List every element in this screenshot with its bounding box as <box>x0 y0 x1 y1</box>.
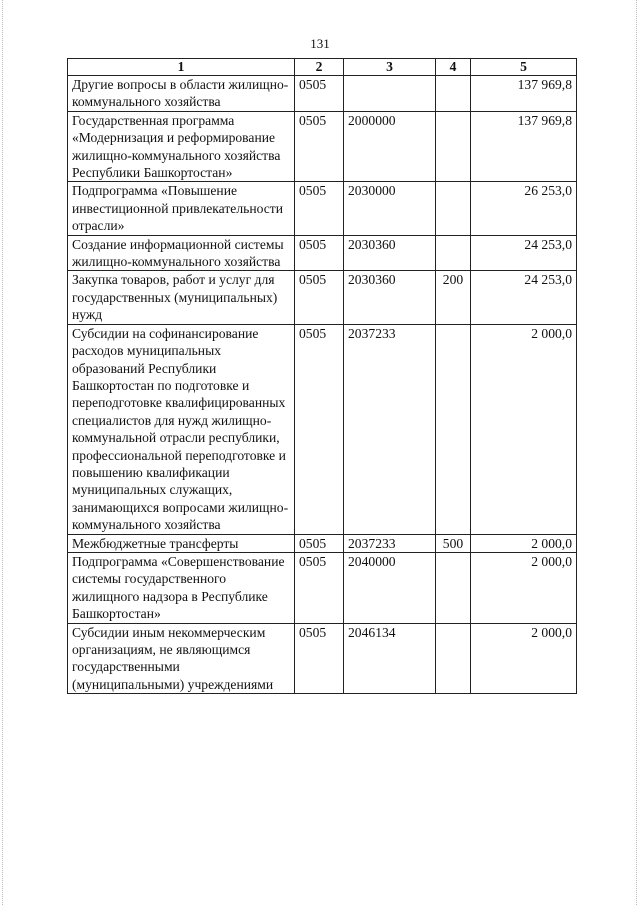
row-amount: 24 253,0 <box>471 271 577 324</box>
row-amount: 2 000,0 <box>471 534 577 552</box>
row-target-code: 2030360 <box>344 271 436 324</box>
table-header-row <box>68 59 577 76</box>
row-name: Другие вопросы в области жилищно-коммунального хозяйства <box>68 76 295 112</box>
row-target-code: 2037233 <box>344 324 436 534</box>
table-row <box>68 534 577 552</box>
row-section-code: 0505 <box>295 271 344 324</box>
budget-table <box>67 58 577 694</box>
row-name: Государственная программа «Модернизация и реформирование жилищно-коммунального хозяйства Республики Башкортостан» <box>68 111 295 182</box>
row-expense-type <box>436 235 471 271</box>
row-name: Закупка товаров, работ и услуг для государственных (муниципальных) нужд <box>68 271 295 324</box>
row-target-code: 2037233 <box>344 534 436 552</box>
row-name: Субсидии на софинансирование расходов муниципальных образований Республики Башкортостан по подготовке и переподготовке квалифицированных специалистов для нужд жилищно-коммунальной отрасли республики, профессиональной переподготовке и повышению квалификации муниципальных служащих, занимающихся вопросами жилищно-коммунального хозяйства <box>68 324 295 534</box>
column-header-1: 1 <box>68 59 295 76</box>
table-row <box>68 552 577 623</box>
scan-edge-right <box>635 0 637 905</box>
row-amount: 2 000,0 <box>471 552 577 623</box>
table-row <box>68 324 577 534</box>
row-amount: 2 000,0 <box>471 324 577 534</box>
row-section-code: 0505 <box>295 324 344 534</box>
row-expense-type <box>436 324 471 534</box>
row-expense-type <box>436 552 471 623</box>
table-row <box>68 76 577 112</box>
row-expense-type <box>436 76 471 112</box>
row-section-code: 0505 <box>295 552 344 623</box>
row-target-code: 2000000 <box>344 111 436 182</box>
table-row <box>68 271 577 324</box>
row-target-code <box>344 76 436 112</box>
row-name: Создание информационной системы жилищно-коммунального хозяйства <box>68 235 295 271</box>
table-row <box>68 182 577 235</box>
row-section-code: 0505 <box>295 534 344 552</box>
row-section-code: 0505 <box>295 182 344 235</box>
row-expense-type: 200 <box>436 271 471 324</box>
row-expense-type <box>436 111 471 182</box>
row-amount: 26 253,0 <box>471 182 577 235</box>
row-expense-type <box>436 182 471 235</box>
column-header-4: 4 <box>436 59 471 76</box>
row-amount: 137 969,8 <box>471 111 577 182</box>
row-amount: 137 969,8 <box>471 76 577 112</box>
row-target-code: 2030000 <box>344 182 436 235</box>
row-section-code: 0505 <box>295 76 344 112</box>
row-name: Подпрограмма «Повышение инвестиционной привлекательности отрасли» <box>68 182 295 235</box>
row-section-code: 0505 <box>295 235 344 271</box>
row-section-code: 0505 <box>295 111 344 182</box>
row-name: Межбюджетные трансферты <box>68 534 295 552</box>
column-header-2: 2 <box>295 59 344 76</box>
row-target-code: 2040000 <box>344 552 436 623</box>
row-name: Подпрограмма «Совершенствование системы государственного жилищного надзора в Республике Башкортостан» <box>68 552 295 623</box>
row-name: Субсидии иным некоммерческим организациям, не являющимся государственными (муниципальными) учреждениями <box>68 623 295 694</box>
row-expense-type: 500 <box>436 534 471 552</box>
table-row <box>68 111 577 182</box>
row-amount: 2 000,0 <box>471 623 577 694</box>
column-header-5: 5 <box>471 59 577 76</box>
row-amount: 24 253,0 <box>471 235 577 271</box>
row-target-code: 2046134 <box>344 623 436 694</box>
page-number: 131 <box>310 36 330 51</box>
row-section-code: 0505 <box>295 623 344 694</box>
table-row <box>68 623 577 694</box>
table-row <box>68 235 577 271</box>
row-target-code: 2030360 <box>344 235 436 271</box>
scan-edge-left <box>2 0 4 905</box>
column-header-3: 3 <box>344 59 436 76</box>
row-expense-type <box>436 623 471 694</box>
